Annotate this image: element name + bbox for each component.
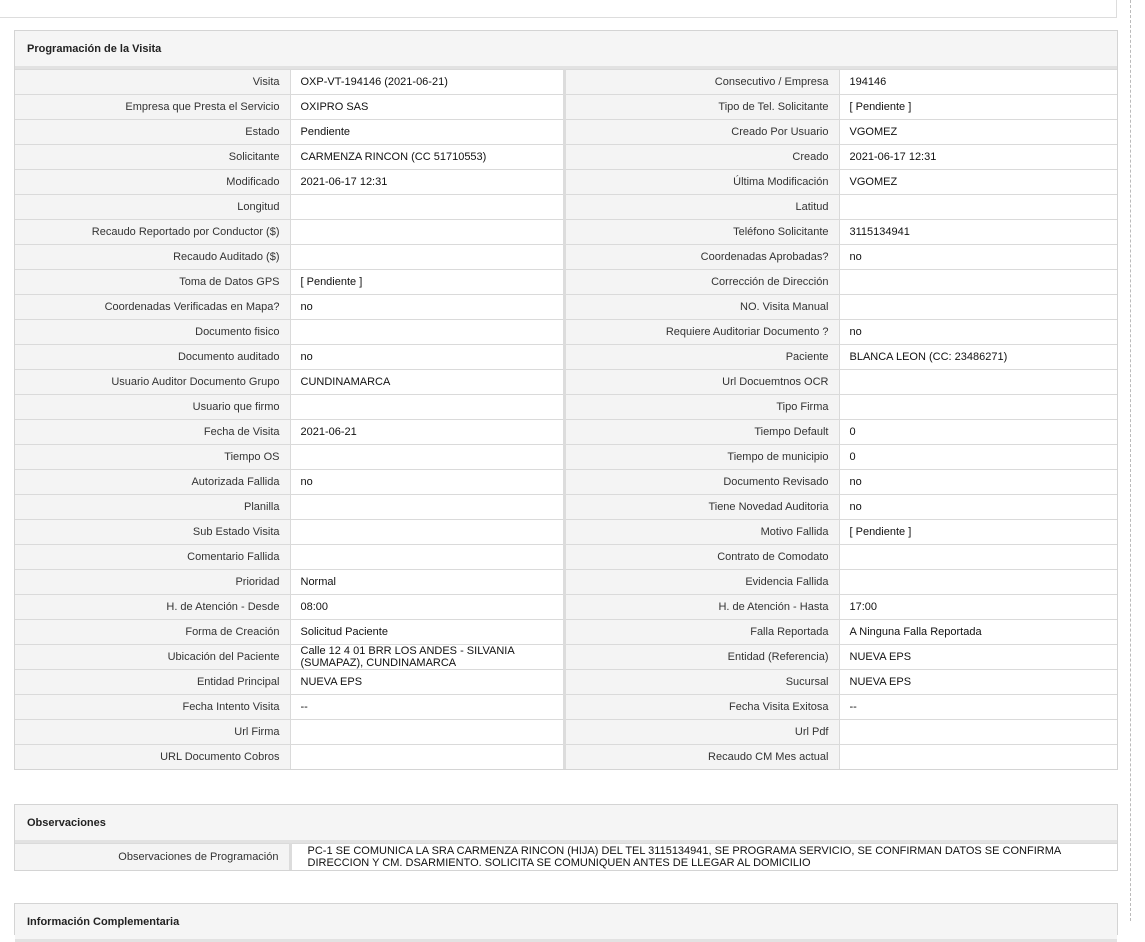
field-value: no <box>290 470 564 495</box>
table-row <box>15 320 1117 345</box>
section-title: Información Complementaria <box>15 904 1117 942</box>
visit-details-table <box>15 69 1117 769</box>
field-value: 0 <box>839 420 1117 445</box>
table-row <box>15 620 1117 645</box>
field-label: Paciente <box>564 345 839 370</box>
table-row <box>15 844 1117 871</box>
field-value: CUNDINAMARCA <box>290 370 564 395</box>
table-row <box>15 645 1117 670</box>
field-value <box>839 720 1117 745</box>
section-title: Observaciones <box>15 805 1117 843</box>
field-value <box>290 520 564 545</box>
field-value: 08:00 <box>290 595 564 620</box>
field-label: Fecha Intento Visita <box>15 695 290 720</box>
field-label: Url Firma <box>15 720 290 745</box>
field-value: BLANCA LEON (CC: 23486271) <box>839 345 1117 370</box>
table-row <box>15 95 1117 120</box>
field-label: Latitud <box>564 195 839 220</box>
table-row <box>15 195 1117 220</box>
field-value <box>839 270 1117 295</box>
field-value <box>290 245 564 270</box>
table-row <box>15 445 1117 470</box>
field-value <box>290 745 564 770</box>
field-value: no <box>839 245 1117 270</box>
previous-section-edge <box>0 0 1117 18</box>
field-value: OXIPRO SAS <box>290 95 564 120</box>
field-value: CARMENZA RINCON (CC 51710553) <box>290 145 564 170</box>
field-value <box>839 295 1117 320</box>
field-label: Fecha Visita Exitosa <box>564 695 839 720</box>
table-row <box>15 495 1117 520</box>
field-value: no <box>290 345 564 370</box>
field-label: Tiempo OS <box>15 445 290 470</box>
field-value <box>839 395 1117 420</box>
field-value: [ Pendiente ] <box>839 95 1117 120</box>
field-value: Calle 12 4 01 BRR LOS ANDES - SILVANIA (SUMAPAZ), CUNDINAMARCA <box>290 645 564 670</box>
field-value: -- <box>290 695 564 720</box>
field-label: H. de Atención - Hasta <box>564 595 839 620</box>
field-label: Documento fisico <box>15 320 290 345</box>
field-value: no <box>839 495 1117 520</box>
field-label: H. de Atención - Desde <box>15 595 290 620</box>
field-label: Estado <box>15 120 290 145</box>
field-value: no <box>839 320 1117 345</box>
field-value: NUEVA EPS <box>839 645 1117 670</box>
field-value: NUEVA EPS <box>839 670 1117 695</box>
field-label: Documento Revisado <box>564 470 839 495</box>
field-label: Ubicación del Paciente <box>15 645 290 670</box>
field-value <box>290 220 564 245</box>
table-row <box>15 670 1117 695</box>
field-value <box>839 370 1117 395</box>
field-label: Tipo de Tel. Solicitante <box>564 95 839 120</box>
table-row <box>15 695 1117 720</box>
field-label: Fecha de Visita <box>15 420 290 445</box>
field-value: [ Pendiente ] <box>839 520 1117 545</box>
field-value <box>290 720 564 745</box>
field-label: Prioridad <box>15 570 290 595</box>
field-label: Planilla <box>15 495 290 520</box>
field-value: VGOMEZ <box>839 170 1117 195</box>
field-label: Recaudo Auditado ($) <box>15 245 290 270</box>
field-label: Longitud <box>15 195 290 220</box>
table-row <box>15 270 1117 295</box>
field-label: Forma de Creación <box>15 620 290 645</box>
table-row <box>15 245 1117 270</box>
field-label: Última Modificación <box>564 170 839 195</box>
field-value <box>839 570 1117 595</box>
field-label: Consecutivo / Empresa <box>564 70 839 95</box>
field-label: Toma de Datos GPS <box>15 270 290 295</box>
field-label: Url Docuemtnos OCR <box>564 370 839 395</box>
observations-panel <box>14 804 1118 871</box>
field-label: Recaudo CM Mes actual <box>564 745 839 770</box>
table-row <box>15 570 1117 595</box>
field-label: Tiene Novedad Auditoria <box>564 495 839 520</box>
field-value: 194146 <box>839 70 1117 95</box>
field-label: Recaudo Reportado por Conductor ($) <box>15 220 290 245</box>
field-label: Tiempo Default <box>564 420 839 445</box>
field-label: Documento auditado <box>15 345 290 370</box>
observations-table <box>15 843 1117 870</box>
field-value <box>839 195 1117 220</box>
table-row <box>15 395 1117 420</box>
table-row <box>15 170 1117 195</box>
field-label: Corrección de Dirección <box>564 270 839 295</box>
field-label: Coordenadas Verificadas en Mapa? <box>15 295 290 320</box>
field-label: Creado <box>564 145 839 170</box>
field-label: Entidad (Referencia) <box>564 645 839 670</box>
field-label: Contrato de Comodato <box>564 545 839 570</box>
table-row <box>15 220 1117 245</box>
field-value: -- <box>839 695 1117 720</box>
field-value <box>290 195 564 220</box>
table-row <box>15 145 1117 170</box>
field-value: Normal <box>290 570 564 595</box>
table-row <box>15 120 1117 145</box>
table-row <box>15 545 1117 570</box>
field-label: Modificado <box>15 170 290 195</box>
field-value: no <box>290 295 564 320</box>
field-label: Motivo Fallida <box>564 520 839 545</box>
table-row <box>15 345 1117 370</box>
field-value: OXP-VT-194146 (2021-06-21) <box>290 70 564 95</box>
visit-schedule-panel <box>14 30 1118 770</box>
table-row <box>15 370 1117 395</box>
field-value <box>290 495 564 520</box>
field-label: Visita <box>15 70 290 95</box>
field-label: Empresa que Presta el Servicio <box>15 95 290 120</box>
table-row <box>15 295 1117 320</box>
table-row <box>15 520 1117 545</box>
field-value: 2021-06-21 <box>290 420 564 445</box>
field-value: Solicitud Paciente <box>290 620 564 645</box>
field-label: Solicitante <box>15 145 290 170</box>
field-label: URL Documento Cobros <box>15 745 290 770</box>
field-value: VGOMEZ <box>839 120 1117 145</box>
field-label: Falla Reportada <box>564 620 839 645</box>
field-label: NO. Visita Manual <box>564 295 839 320</box>
table-row <box>15 420 1117 445</box>
field-value: NUEVA EPS <box>290 670 564 695</box>
field-value: [ Pendiente ] <box>290 270 564 295</box>
field-value: no <box>839 470 1117 495</box>
field-label: Sub Estado Visita <box>15 520 290 545</box>
field-value <box>290 395 564 420</box>
field-value <box>290 320 564 345</box>
field-label: Comentario Fallida <box>15 545 290 570</box>
field-label: Coordenadas Aprobadas? <box>564 245 839 270</box>
table-row <box>15 720 1117 745</box>
field-label: Observaciones de Programación <box>15 844 290 871</box>
field-label: Creado Por Usuario <box>564 120 839 145</box>
table-row <box>15 595 1117 620</box>
field-value: 2021-06-17 12:31 <box>839 145 1117 170</box>
field-value: Pendiente <box>290 120 564 145</box>
complementary-info-panel <box>14 903 1118 935</box>
field-value: A Ninguna Falla Reportada <box>839 620 1117 645</box>
field-label: Sucursal <box>564 670 839 695</box>
field-value: 3115134941 <box>839 220 1117 245</box>
table-row <box>15 745 1117 770</box>
field-label: Tiempo de municipio <box>564 445 839 470</box>
observations-value: PC-1 SE COMUNICA LA SRA CARMENZA RINCON (HIJA) DEL TEL 3115134941, SE PROGRAMA SERVICIO, SE CONFIRMAN DATOS SE CONFIRMA DIRECCION Y CM. DSARMIENTO. SOLICITA SE COMUNIQUEN ANTES DE LLEGAR AL DOMICILIO <box>290 844 1117 871</box>
field-value: 0 <box>839 445 1117 470</box>
section-title: Programación de la Visita <box>15 31 1117 69</box>
field-label: Usuario que firmo <box>15 395 290 420</box>
table-row <box>15 70 1117 95</box>
table-row <box>15 470 1117 495</box>
field-value <box>290 445 564 470</box>
field-label: Usuario Auditor Documento Grupo <box>15 370 290 395</box>
field-label: Requiere Auditoriar Documento ? <box>564 320 839 345</box>
field-label: Entidad Principal <box>15 670 290 695</box>
field-value <box>839 545 1117 570</box>
field-value <box>839 745 1117 770</box>
field-value: 2021-06-17 12:31 <box>290 170 564 195</box>
field-label: Evidencia Fallida <box>564 570 839 595</box>
field-label: Tipo Firma <box>564 395 839 420</box>
field-value: 17:00 <box>839 595 1117 620</box>
field-label: Teléfono Solicitante <box>564 220 839 245</box>
field-value <box>290 545 564 570</box>
field-label: Autorizada Fallida <box>15 470 290 495</box>
field-label: Url Pdf <box>564 720 839 745</box>
